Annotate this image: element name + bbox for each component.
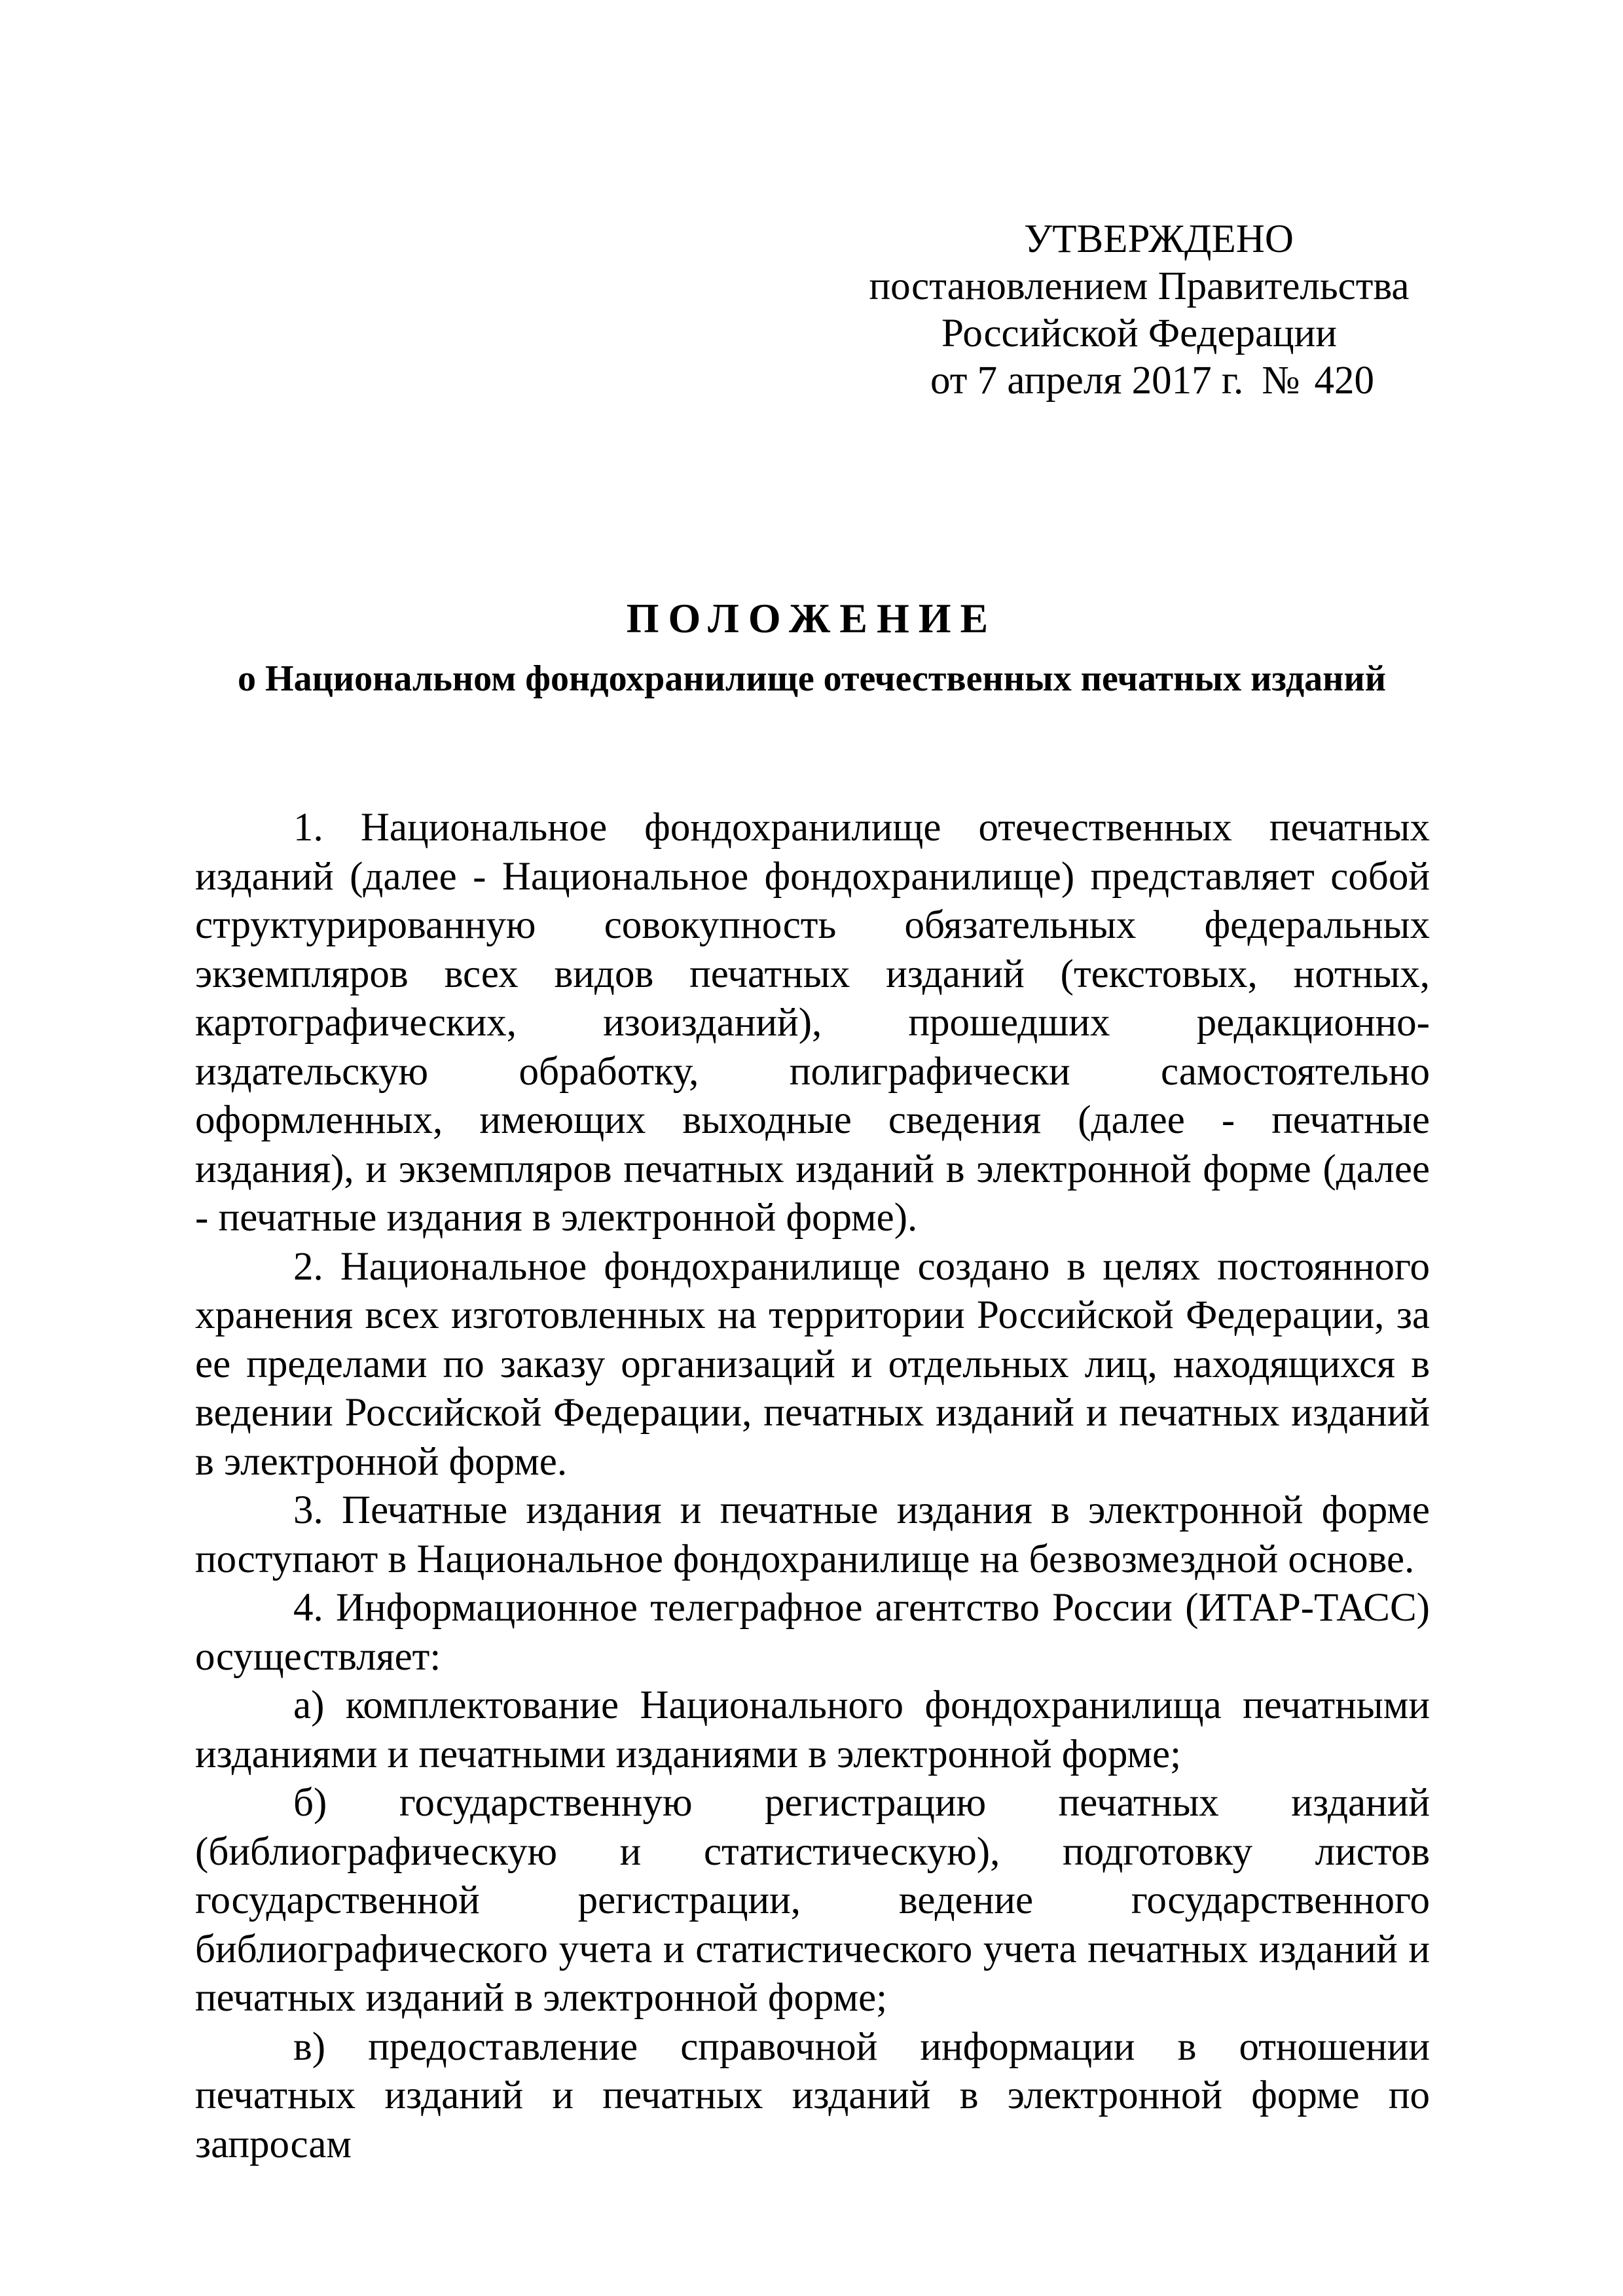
- paragraph-3: 3. Печатные издания и печатные издания в электронной форме поступают в Национальное фондохранилище на безвозмездной основе.: [195, 1488, 1430, 1581]
- approval-line-federation: Российской Федерации: [941, 312, 1337, 355]
- subparagraph-v: в) предоставление справочной информации в отношении печатных изданий и печатных изданий в электронной форме по запросам: [195, 2024, 1430, 2166]
- document-subtitle: о Национальном фондохранилище отечественных печатных изданий: [238, 658, 1386, 699]
- number-sign: №: [1262, 359, 1300, 403]
- paragraph-4: 4. Информационное телеграфное агентство России (ИТАР-ТАСС) осуществляет:: [195, 1586, 1430, 1679]
- approval-date: от 7 апреля 2017 г.: [930, 359, 1244, 403]
- approval-line-government: постановлением Правительства: [869, 264, 1410, 308]
- document-title: ПОЛОЖЕНИЕ: [626, 595, 998, 641]
- approval-date-line: [851, 357, 1427, 404]
- paragraph-1: 1. Национальное фондохранилище отечественных печатных изданий (далее - Национальное фондохранилище) представляет собой структурированную совокупность обязательных федеральных экземпляров всех видов печатных изданий (текстовых, нотных, картографических, изоизданий), прошедших редакционно-издательскую обработку, полиграфически самостоятельно оформленных, имеющих выходные сведения (далее - печатные издания), и экземпляров печатных изданий в электронной форме (далее - печатные издания в электронной форме).: [195, 806, 1430, 1240]
- decree-number: 420: [1314, 359, 1374, 403]
- paragraph-2: 2. Национальное фондохранилище создано в целях постоянного хранения всех изготовленных на территории Российской Федерации, за ее пределами по заказу организаций и отдельных лиц, находящихся в ведении Российской Федерации, печатных изданий и печатных изданий в электронной форме.: [195, 1244, 1430, 1484]
- subparagraph-b: б) государственную регистрацию печатных изданий (библиографическую и статистическую), подготовку листов государственной регистрации, ведение государственного библиографического учета и статистического учета печатных изданий и печатных изданий в электронной форме;: [195, 1781, 1430, 2020]
- approved-heading: УТВЕРЖДЕНО: [1024, 217, 1294, 261]
- subparagraph-a: а) комплектование Национального фондохранилища печатными изданиями и печатными изданиями в электронной форме;: [195, 1683, 1430, 1776]
- document-body: [195, 804, 1430, 2169]
- approval-stamp: [851, 216, 1427, 404]
